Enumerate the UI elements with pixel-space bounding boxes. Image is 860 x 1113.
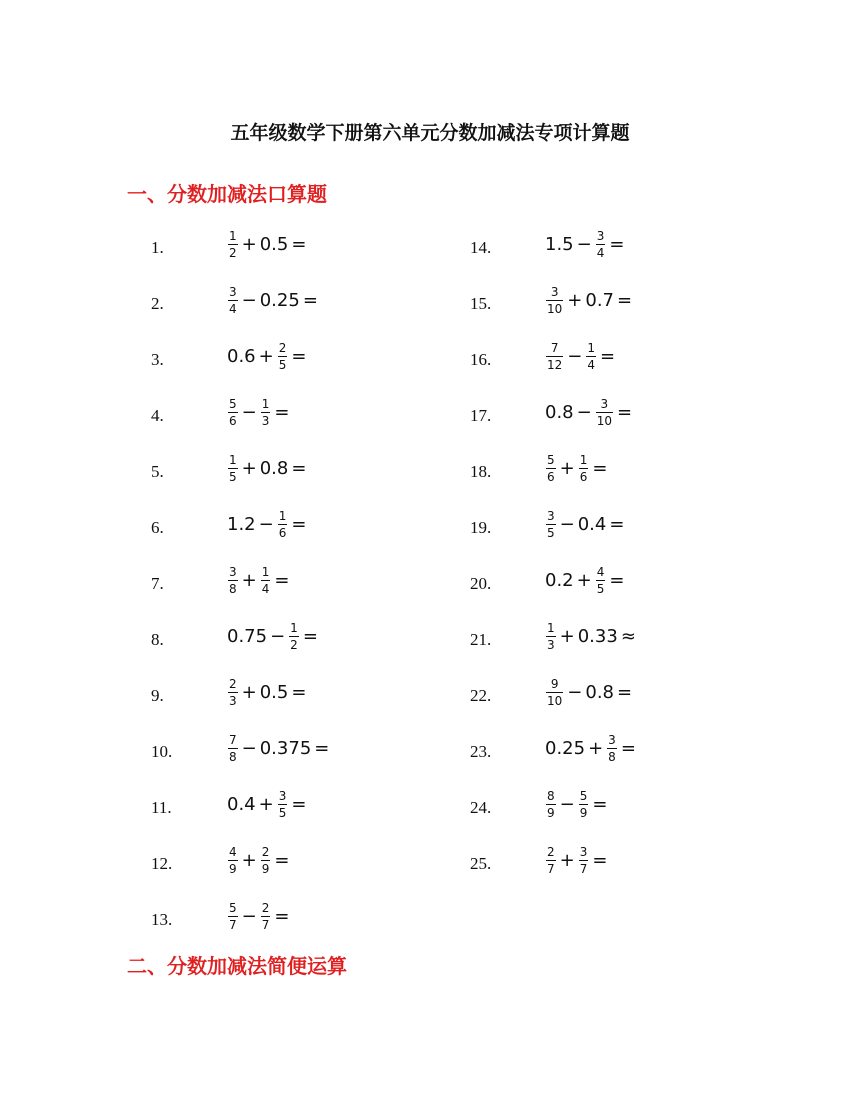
fraction-numerator: 3 [278,788,287,803]
fraction [579,790,589,819]
operator: = [609,233,625,255]
problem-item [470,616,770,656]
problem-item [151,224,451,264]
fraction-denominator: 7 [261,917,270,932]
problem-number: 16. [470,350,492,369]
fraction-denominator: 10 [596,413,613,428]
fraction-bar [596,244,606,245]
fraction [596,398,613,427]
operator: − [241,289,257,311]
fraction-denominator: 6 [579,469,588,484]
fraction [289,622,299,651]
problem-number: 2. [151,294,164,313]
operator: = [592,793,608,815]
decimal-number: 0.8 [545,401,574,423]
fraction-bar [278,524,288,525]
operator: = [620,737,636,759]
problem-expression [227,336,309,376]
problem-item [470,224,770,264]
fraction-denominator: 8 [608,749,616,764]
fraction-numerator: 2 [261,844,270,859]
fraction-denominator: 3 [261,413,270,428]
decimal-number: 0.25 [259,289,300,311]
problem-number: 14. [470,238,492,257]
fraction [596,566,606,595]
fraction [261,566,271,595]
problem-number: 8. [151,630,164,649]
problem-item [470,560,770,600]
operator: − [567,345,583,367]
fraction-denominator: 6 [547,469,555,484]
operator: + [241,569,257,591]
fraction-denominator: 3 [229,693,237,708]
fraction-bar [261,860,271,861]
operator: + [559,849,575,871]
problem-expression [227,840,292,880]
problem-number: 3. [151,350,164,369]
problem-item [151,560,451,600]
fraction-bar [546,468,556,469]
problem-expression [545,840,610,880]
fraction-bar [289,636,299,637]
fraction-denominator: 9 [579,805,588,820]
fraction-bar [579,860,589,861]
problem-item [470,672,770,712]
fraction-denominator: 10 [547,301,563,316]
fraction [546,342,563,371]
operator: − [241,905,257,927]
fraction-denominator: 5 [229,469,237,484]
fraction-denominator: 9 [547,805,555,820]
fraction-numerator: 2 [229,676,237,691]
fraction-bar [579,804,589,805]
problem-expression [545,672,635,712]
fraction-bar [261,412,271,413]
fraction-denominator: 2 [290,637,298,652]
fraction [607,734,617,763]
operator: + [559,625,575,647]
problem-expression [545,280,635,320]
fraction [228,902,238,931]
fraction-bar [546,636,556,637]
fraction-denominator: 8 [229,749,237,764]
problem-expression [227,616,321,656]
fraction-bar [586,356,596,357]
fraction-numerator: 1 [278,508,287,523]
problem-number: 10. [151,742,173,761]
problem-expression [227,672,309,712]
fraction-numerator: 4 [596,564,605,579]
operator: − [576,401,592,423]
page-title: 五年级数学下册第六单元分数加减法专项计算题 [230,122,630,144]
operator: = [302,289,318,311]
fraction [546,678,563,707]
fraction-bar [261,916,271,917]
fraction-bar [228,916,238,917]
problem-number: 5. [151,462,164,481]
operator: − [258,513,274,535]
fraction-bar [228,412,238,413]
operator: = [291,793,307,815]
problem-number: 7. [151,574,164,593]
fraction-denominator: 2 [229,245,237,260]
problem-item [470,504,770,544]
fraction [579,454,589,483]
fraction-numerator: 1 [261,564,270,579]
fraction-denominator: 5 [278,805,287,820]
problem-item [151,448,451,488]
fraction-bar [228,860,238,861]
problem-expression [545,560,627,600]
problem-number: 18. [470,462,492,481]
fraction [596,230,606,259]
fraction [546,510,556,539]
fraction [546,790,556,819]
decimal-number: 0.25 [545,737,586,759]
operator: + [576,569,592,591]
operator: = [274,569,290,591]
decimal-number: 0.75 [227,625,268,647]
decimal-number: 0.4 [577,513,607,535]
operator: = [617,401,633,423]
fraction [228,286,238,315]
problem-number: 24. [470,798,492,817]
fraction-numerator: 5 [229,396,237,411]
fraction-numerator: 3 [608,732,616,747]
operator: = [314,737,330,759]
operator: ≈ [620,625,636,647]
problem-item [470,728,770,768]
fraction-denominator: 7 [579,861,588,876]
fraction-numerator: 1 [579,452,588,467]
problem-expression [227,280,321,320]
fraction-denominator: 5 [278,357,287,372]
operator: = [609,513,625,535]
decimal-number: 0.33 [577,625,618,647]
problem-number: 9. [151,686,164,705]
decimal-number: 0.6 [227,345,256,367]
problem-expression [545,448,610,488]
decimal-number: 1.2 [227,513,256,535]
operator: + [567,289,583,311]
fraction-bar [228,692,238,693]
decimal-number: 0.2 [545,569,574,591]
fraction-denominator: 7 [547,861,555,876]
fraction [228,566,238,595]
operator: + [588,737,604,759]
fraction [228,678,238,707]
operator: = [617,681,633,703]
problem-number: 20. [470,574,492,593]
operator: − [559,513,575,535]
operator: + [559,457,575,479]
decimal-number: 0.8 [585,681,615,703]
fraction-numerator: 3 [229,564,237,579]
operator: = [592,849,608,871]
problem-item [151,280,451,320]
fraction-numerator: 7 [229,732,237,747]
problem-expression [545,504,627,544]
fraction-denominator: 4 [596,245,605,260]
fraction [278,342,288,371]
problem-expression [227,560,292,600]
problem-item [151,784,451,824]
fraction-numerator: 5 [229,900,237,915]
problem-item [151,616,451,656]
problem-expression [227,728,332,768]
problem-item [151,672,451,712]
fraction-bar [546,804,556,805]
operator: − [559,793,575,815]
problem-item [470,392,770,432]
decimal-number: 0.4 [227,793,256,815]
fraction-bar [228,468,238,469]
fraction-bar [546,524,556,525]
operator: = [609,569,625,591]
fraction-bar [228,580,238,581]
decimal-number: 0.5 [259,233,289,255]
section-heading-oral: 一、分数加减法口算题 [127,182,327,206]
fraction-denominator: 5 [596,581,605,596]
operator: = [291,681,307,703]
decimal-number: 0.375 [259,737,312,759]
fraction-numerator: 1 [587,340,596,355]
operator: = [617,289,633,311]
fraction-bar [228,244,238,245]
fraction-numerator: 3 [229,284,237,299]
problem-number: 1. [151,238,164,257]
fraction-denominator: 9 [261,861,270,876]
operator: = [592,457,608,479]
operator: = [291,457,307,479]
problem-item [470,336,770,376]
problem-number: 22. [470,686,492,705]
fraction [579,846,589,875]
problem-expression [227,224,309,264]
fraction-numerator: 1 [229,452,237,467]
fraction-denominator: 6 [229,413,237,428]
fraction [546,622,556,651]
fraction-numerator: 3 [596,228,605,243]
operator: + [258,793,274,815]
fraction-numerator: 3 [579,844,588,859]
fraction-denominator: 3 [547,637,555,652]
fraction-numerator: 8 [547,788,555,803]
operator: = [600,345,616,367]
problem-number: 11. [151,798,172,817]
decimal-number: 0.8 [259,457,289,479]
problem-item [470,448,770,488]
problem-number: 4. [151,406,164,425]
operator: = [291,513,307,535]
fraction-numerator: 1 [547,620,555,635]
problem-expression [545,728,639,768]
problem-number: 17. [470,406,492,425]
fraction-bar [546,692,563,693]
fraction-numerator: 3 [600,396,609,411]
operator: = [291,233,307,255]
problem-item [151,336,451,376]
fraction-numerator: 1 [290,620,298,635]
fraction [546,286,563,315]
fraction-bar [546,860,556,861]
operator: + [241,233,257,255]
problem-item [470,840,770,880]
fraction-numerator: 4 [229,844,237,859]
fraction-denominator: 9 [229,861,237,876]
fraction-numerator: 1 [261,396,270,411]
fraction-denominator: 4 [229,301,237,316]
fraction-numerator: 1 [229,228,237,243]
fraction-bar [596,412,613,413]
problem-number: 13. [151,910,173,929]
fraction-bar [278,356,288,357]
problem-expression [227,784,309,824]
fraction-denominator: 7 [229,917,237,932]
fraction [546,846,556,875]
operator: − [241,737,257,759]
problem-expression [545,336,618,376]
problem-expression [545,616,639,656]
section-heading-simplify: 二、分数加减法简便运算 [127,954,347,978]
fraction-bar [596,580,606,581]
operator: − [270,625,286,647]
problem-expression [227,392,292,432]
fraction-denominator: 10 [547,693,563,708]
decimal-number: 0.7 [585,289,615,311]
problem-item [151,504,451,544]
fraction-denominator: 12 [547,357,563,372]
problem-number: 21. [470,630,492,649]
fraction-denominator: 4 [261,581,270,596]
operator: − [576,233,592,255]
operator: + [241,849,257,871]
fraction-numerator: 5 [547,452,555,467]
decimal-number: 0.5 [259,681,289,703]
fraction-denominator: 5 [547,525,555,540]
fraction-denominator: 4 [587,357,596,372]
operator: − [241,401,257,423]
fraction [228,846,238,875]
fraction [546,454,556,483]
fraction-bar [546,356,563,357]
fraction-numerator: 9 [550,676,559,691]
operator: = [291,345,307,367]
operator: = [302,625,318,647]
operator: = [274,401,290,423]
problem-expression [227,504,309,544]
problem-number: 6. [151,518,164,537]
operator: + [258,345,274,367]
fraction [261,398,271,427]
decimal-number: 1.5 [545,233,574,255]
fraction-bar [579,468,589,469]
fraction [261,902,271,931]
fraction-numerator: 7 [550,340,559,355]
problem-number: 19. [470,518,492,537]
fraction-bar [607,748,617,749]
fraction-denominator: 8 [229,581,237,596]
fraction [586,342,596,371]
operator: − [567,681,583,703]
operator: + [241,681,257,703]
problem-item [470,784,770,824]
problem-expression [227,896,292,936]
problem-number: 23. [470,742,492,761]
problem-item [470,280,770,320]
fraction-numerator: 5 [579,788,588,803]
fraction [228,398,238,427]
problem-item [151,728,451,768]
fraction-bar [228,300,238,301]
problem-expression [545,392,635,432]
fraction-numerator: 3 [547,508,555,523]
fraction [228,230,238,259]
fraction [228,454,238,483]
problem-item [151,840,451,880]
fraction [278,790,288,819]
fraction-numerator: 2 [261,900,270,915]
fraction [278,510,288,539]
fraction [228,734,238,763]
operator: = [274,905,290,927]
problem-expression [545,224,627,264]
fraction-numerator: 2 [547,844,555,859]
fraction [261,846,271,875]
problem-number: 25. [470,854,492,873]
fraction-bar [261,580,271,581]
problem-item [151,896,451,936]
operator: + [241,457,257,479]
operator: = [274,849,290,871]
fraction-bar [228,748,238,749]
problem-item [151,392,451,432]
fraction-numerator: 3 [550,284,559,299]
fraction-numerator: 2 [278,340,287,355]
fraction-bar [278,804,288,805]
fraction-denominator: 6 [278,525,287,540]
problem-expression [227,448,309,488]
problem-number: 15. [470,294,492,313]
problem-expression [545,784,610,824]
problem-number: 12. [151,854,173,873]
fraction-bar [546,300,563,301]
